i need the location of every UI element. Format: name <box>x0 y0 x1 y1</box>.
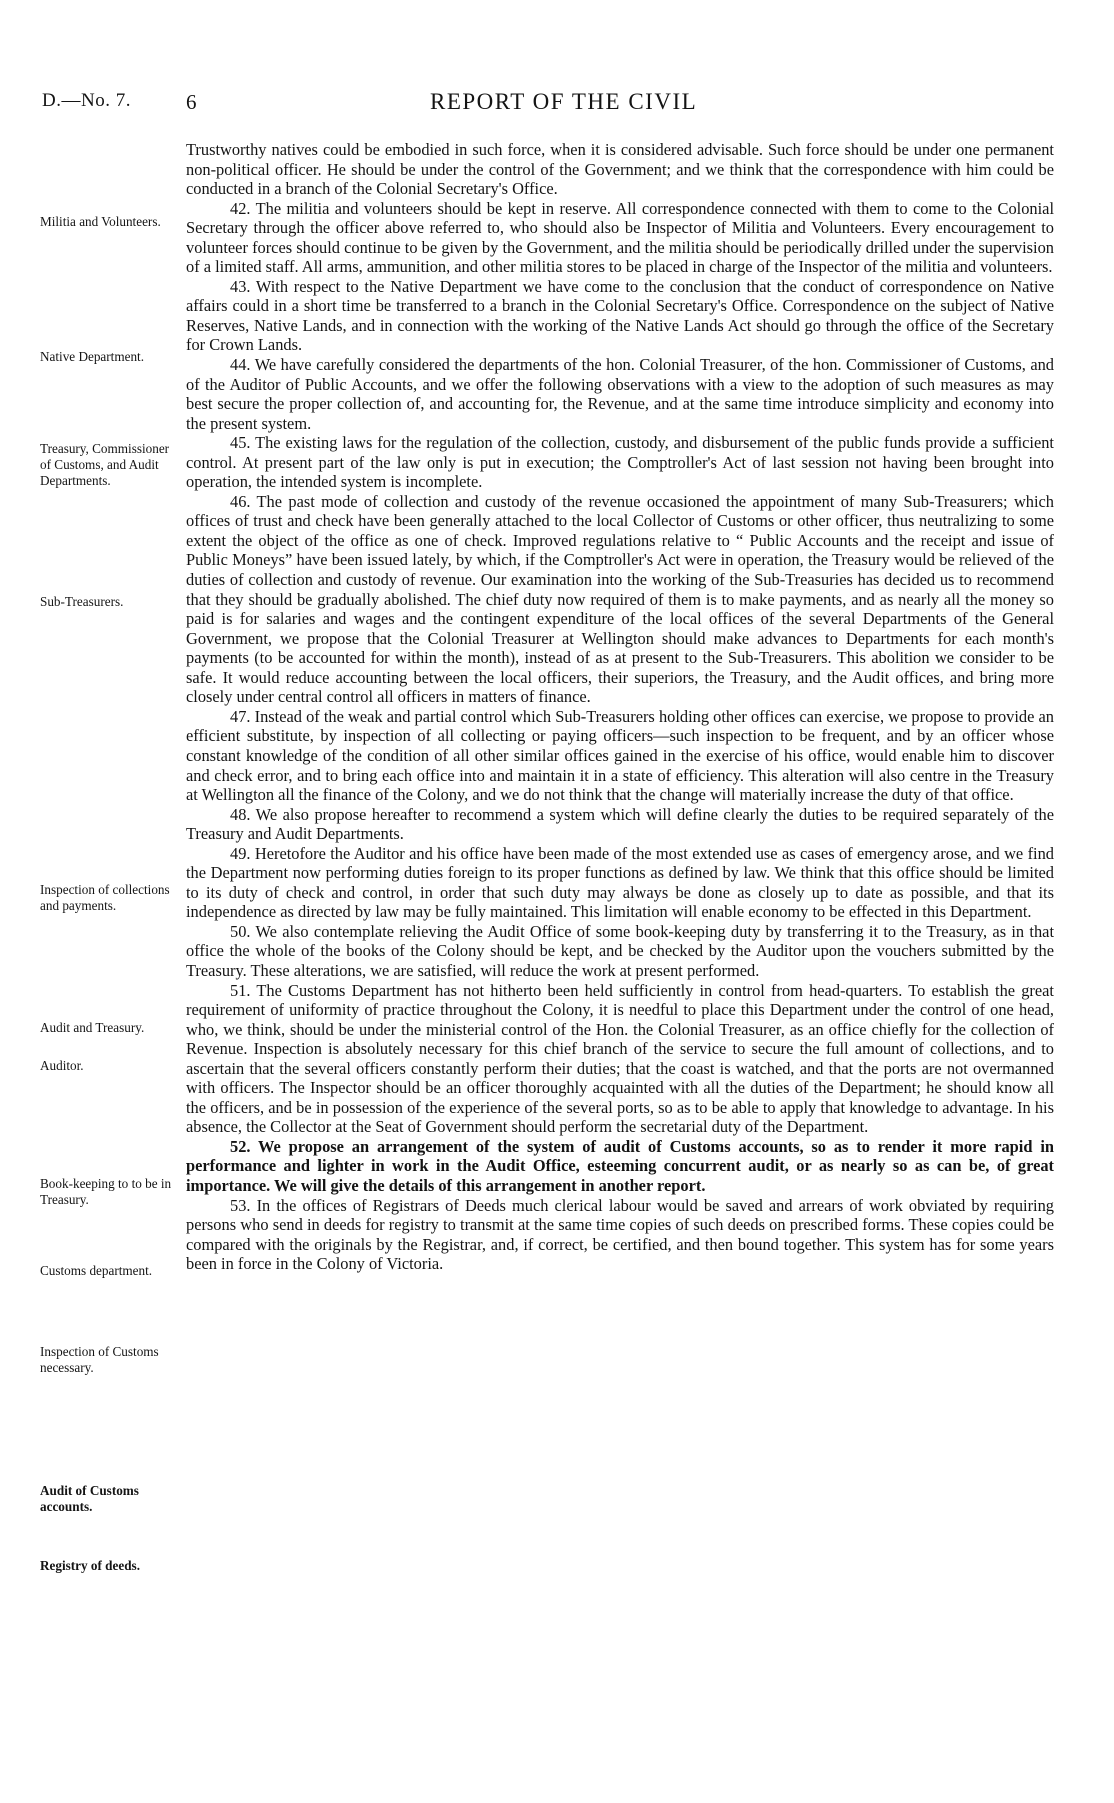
margin-note-militia: Militia and Volunteers. <box>40 214 161 229</box>
page-number: 6 <box>186 90 197 114</box>
margin-note-customs-department: Customs department. <box>40 1263 153 1278</box>
paragraph-46: 46. The past mode of collection and custody of the revenue occasioned the appointment of many Sub-Treasurers; which offices of trust and check have been generally attached to the local Collector of Customs or other officer, thus neutralizing to some extent the object of the office as one of check. Improved regulations relative to “ Public Accounts and the receipt and issue of Public Moneys” have been issued lately, by which, if the Comptroller's Act were in operation, the Treasury would be relieved of the duties of collection and custody of revenue. Our examination into the working of the Sub-Treasuries has decided us to recommend that they should be gradually abolished. The chief duty now required of them is to make payments, and as nearly all the money so paid is for salaries and wages and the contingent expenditure of the local offices of the several Departments of the General Government, we propose that the Colonial Treasurer at Wellington should make advances to Departments for each month's payments (to be accounted for within the month), instead of as at present to the Sub-Treasurers. This abolition we consider to be safe. It would reduce accounting between the local officers, their superiors, the Treasury, and the Audit offices, and bring more closely under central control all officers in matters of finance. <box>186 491 1054 707</box>
margin-note-audit-customs: Audit of Customs accounts. <box>40 1483 139 1514</box>
page-header <box>0 90 1114 120</box>
paragraph-50: 50. We also contemplate relieving the Audit Office of some book-keeping duty by transferring it to the Treasury, as in that office the whole of the books of the Colony should be kept, and be checked by the Auditor upon the vouchers submitted by the Treasury. These alterations, we are satisfied, will reduce the work at present performed. <box>186 921 1054 980</box>
paragraph-44: 44. We have carefully considered the departments of the hon. Colonial Treasurer, of the hon. Commissioner of Customs, and of the Auditor of Public Accounts, and we offer the following observations with a view to the adoption of such measures as may best secure the proper collection of, and accounting for, the Revenue, and at the same time introduce simplicity and economy into the present system. <box>186 355 1054 433</box>
paragraph-43: 43. With respect to the Native Department we have come to the conclusion that the conduct of correspondence on Native affairs could in a short time be transferred to a branch in the Colonial Secretary's Office. Correspondence on the subject of Native Reserves, Native Lands, and in connection with the working of the Native Lands Act should go through the office of the Secretary for Crown Lands. <box>186 276 1054 355</box>
margin-note-inspection-collections: Inspection of collections and payments. <box>40 882 170 913</box>
paragraph-47: 47. Instead of the weak and partial control which Sub-Treasurers holding other offices can exercise, we propose to provide an efficient substitute, by inspection of all collecting or paying officers—such inspection to be frequent, and by an officer whose constant knowledge of the condition of all other similar offices gained in the exercise of his office, would enable him to discover and check error, and to bring each office into and maintain it in a state of efficiency. This alteration will also centre in the Treasury at Wellington all the finance of the Colony, and we do not think that the change will materially increase the duty of that office. <box>186 706 1054 805</box>
paragraph-45: 45. The existing laws for the regulation of the collection, custody, and disbursement of the public funds provide a sufficient control. At present part of the law only is put in execution; the Comptroller's Act of last session not having been brought into operation, the intended system is incomplete. <box>186 433 1054 492</box>
running-title: REPORT OF THE CIVIL <box>430 89 698 114</box>
margin-note-sub-treasurers: Sub-Treasurers. <box>40 594 124 609</box>
paragraph-42: 42. The militia and volunteers should be kept in reserve. All correspondence connected with them to come to the Colonial Secretary through the officer above referred to, who should also be Inspector of Militia and Volunteers. Every encouragement to volunteer forces should continue to be given by the Government, and the militia should be periodically drilled under the supervision of a limited staff. All arms, ammunition, and other militia stores to be placed in charge of the Inspector of the militia and volunteers. <box>186 198 1054 277</box>
paragraph-51: 51. The Customs Department has not hitherto been held sufficiently in control from head-quarters. To establish the great requirement of uniformity of practice throughout the Colony, it is needful to place this Department under the control of one head, who, we think, should be under the ministerial control of the Hon. the Colonial Treasurer, as an office chiefly for the collection of Revenue. Inspection is absolutely necessary for this chief branch of the service to secure the full amount of collections, and to ascertain that the several officers constantly perform their duties; that the coast is watched, and that the ports are not overmanned with officers. The Inspector should be an officer thoroughly acquainted with all the duties of the Department; he should know all the officers, and be in possession of the experience of the several ports, so as to be able to apply that knowledge to advantage. In his absence, the Collector at the Seat of Government should perform the secretarial duty of the Department. <box>186 980 1054 1137</box>
paragraph-53: 53. In the offices of Registrars of Deeds much clerical labour would be saved and arrears of work obviated by requiring persons who send in deeds for registry to transmit at the same time copies of such deeds on prescribed forms. These copies could be compared with the originals by the Registrar, and, if correct, be certified, and then bound together. This system has for some years been in force in the Colony of Victoria. <box>186 1195 1054 1274</box>
margin-note-treasury: Treasury, Commissioner of Customs, and Audit Departments. <box>40 441 170 488</box>
margin-note-book-keeping: Book-keeping to to be in Treasury. <box>40 1176 172 1207</box>
paragraph-52: 52. We propose an arrangement of the system of audit of Customs accounts, so as to render it more rapid in performance and lighter in work in the Audit Office, esteeming concurrent audit, or as nearly so as can be, of great importance. We will give the details of this arrangement in another report. <box>186 1136 1054 1195</box>
paragraph-48: 48. We also propose hereafter to recommend a system which will define clearly the duties to be required separately of the Treasury and Audit Departments. <box>186 804 1054 844</box>
document-number: D.—No. 7. <box>42 90 131 111</box>
body-text <box>186 140 1054 1274</box>
margin-note-native-department: Native Department. <box>40 349 144 364</box>
margin-note-auditor: Auditor. <box>40 1058 84 1073</box>
paragraph-49: 49. Heretofore the Auditor and his office have been made of the most extended use as cases of emergency arose, and we find the Department now performing duties foreign to its proper functions as defined by law. We think that this office should be limited to its duty of check and control, in order that such duty may always be done as closely up to date as possible, and that its independence as directed by law may be fully maintained. This limitation will enable economy to be effected in this Department. <box>186 843 1054 922</box>
margin-note-audit-treasury: Audit and Treasury. <box>40 1020 145 1035</box>
margin-note-inspection-customs: Inspection of Customs necessary. <box>40 1344 159 1375</box>
paragraph-continuation: Trustworthy natives could be embodied in such force, when it is considered advisable. Such force should be under one permanent non-political officer. He should be under the control of the Government; and we think that the correspondence with him could be conducted in a branch of the Colonial Secretary's Office. <box>186 140 1054 199</box>
margin-note-registry-deeds: Registry of deeds. <box>40 1558 140 1573</box>
